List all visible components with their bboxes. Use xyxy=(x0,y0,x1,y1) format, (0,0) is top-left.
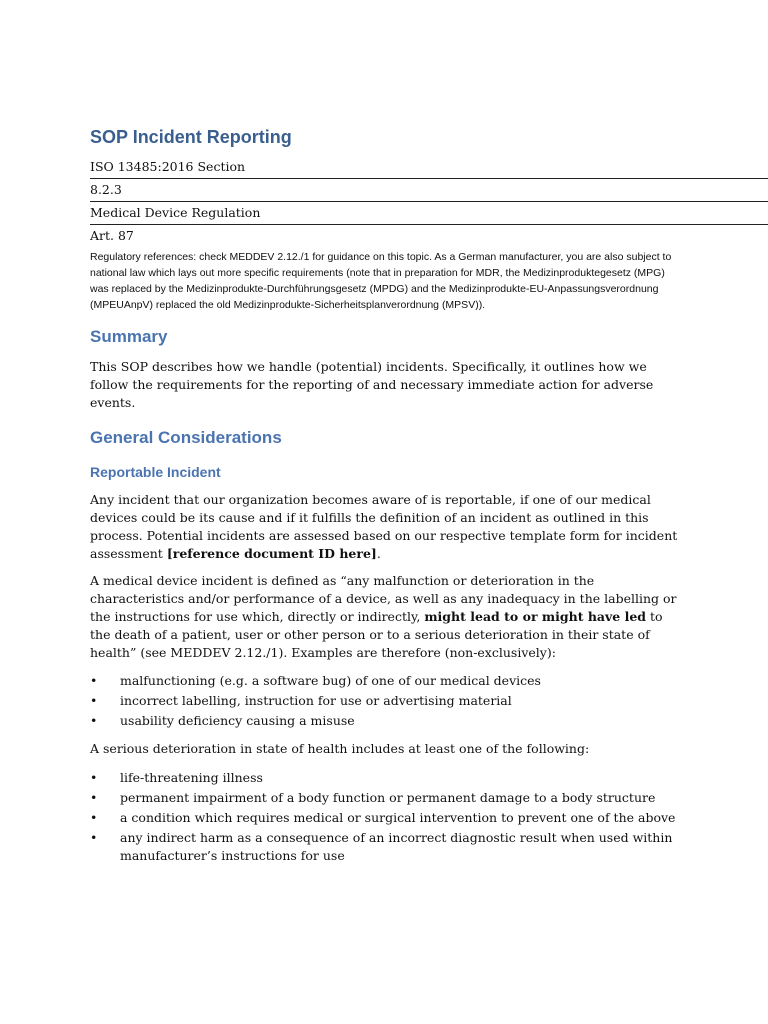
bullet-icon: • xyxy=(90,770,98,785)
list-item-text: incorrect labelling, instruction for use or advertising material xyxy=(120,693,512,708)
bullet-icon: • xyxy=(90,693,98,708)
emphasis-text: might lead to or might have led xyxy=(424,609,647,624)
reportable-incident-heading: Reportable Incident xyxy=(90,464,221,480)
list-item xyxy=(90,809,680,827)
reference-row: ISO 13485:2016 Section xyxy=(90,156,768,179)
list-item-text: a condition which requires medical or surgical intervention to prevent one of the above xyxy=(120,810,676,825)
page-title: SOP Incident Reporting xyxy=(90,127,292,147)
list-item xyxy=(90,769,680,787)
summary-text: This SOP describes how we handle (potential) incidents. Specifically, it outlines how we follow the requirements for the reporting of and necessary immediate action for adverse events. xyxy=(90,359,654,410)
serious-deterioration-intro: A serious deterioration in state of health includes at least one of the following: xyxy=(90,741,590,756)
incident-definition-paragraph xyxy=(90,572,678,662)
reference-placeholder: [reference document ID here] xyxy=(166,546,377,561)
paragraph-text: . xyxy=(376,546,381,561)
list-item-text: any indirect harm as a consequence of an incorrect diagnostic result when used within manufacturer’s instructions for use xyxy=(120,830,673,863)
list-item-text: life-threatening illness xyxy=(120,770,263,785)
paragraph-text: Any incident that our organization becomes aware of is reportable, if one of our medical devices could be its cause and if it fulfills the definition of an incident as outlined in this process. Potential incidents are assessed based on our respective template form for incident assessment xyxy=(90,492,678,561)
list-item xyxy=(90,692,680,710)
reference-row: 8.2.3 xyxy=(90,179,768,202)
list-item xyxy=(90,672,680,690)
reference-table xyxy=(90,156,768,247)
list-item-text: malfunctioning (e.g. a software bug) of one of our medical devices xyxy=(120,673,541,688)
examples-list xyxy=(90,672,768,730)
paragraph-text: to the death of a patient, user or other person or to a serious deterioration in their state of health” (see MEDDEV 2.12./1). Examples are therefore (non-exclusively): xyxy=(90,609,663,660)
list-item-text: usability deficiency causing a misuse xyxy=(120,713,355,728)
regulatory-note: Regulatory references: check MEDDEV 2.12./1 for guidance on this topic. As a German manufacturer, you are also subject to national law which lays out more specific requirements (note that in preparation for MDR, the Medizinproduktegesetz (MPG) was replaced by the Medizinprodukte-Durchführungsgesetz (MPDG) and the Medizinprodukte-EU-Anpassungsverordnung (MPEUAnpV) replaced the old Medizinprodukte-Sicherheitsplanverordnung (MPSV)). xyxy=(90,251,672,311)
list-item xyxy=(90,712,680,730)
bullet-icon: • xyxy=(90,810,98,825)
reportable-paragraph xyxy=(90,491,678,563)
general-considerations-heading: General Considerations xyxy=(90,428,282,447)
document-page xyxy=(90,124,768,867)
summary-heading: Summary xyxy=(90,327,168,346)
list-item-text: permanent impairment of a body function or permanent damage to a body structure xyxy=(120,790,656,805)
bullet-icon: • xyxy=(90,790,98,805)
list-item xyxy=(90,789,680,807)
bullet-icon: • xyxy=(90,673,98,688)
reference-row: Medical Device Regulation xyxy=(90,202,768,225)
bullet-icon: • xyxy=(90,830,98,845)
bullet-icon: • xyxy=(90,713,98,728)
serious-deterioration-list xyxy=(90,769,768,865)
reference-row: Art. 87 xyxy=(90,228,134,243)
list-item xyxy=(90,829,680,865)
paragraph-text: A medical device incident is defined as “any malfunction or deterioration in the characteristics and/or performance of a device, as well as any inadequacy in the labelling or the instructions for use which, directly or indirectly, xyxy=(90,573,677,624)
